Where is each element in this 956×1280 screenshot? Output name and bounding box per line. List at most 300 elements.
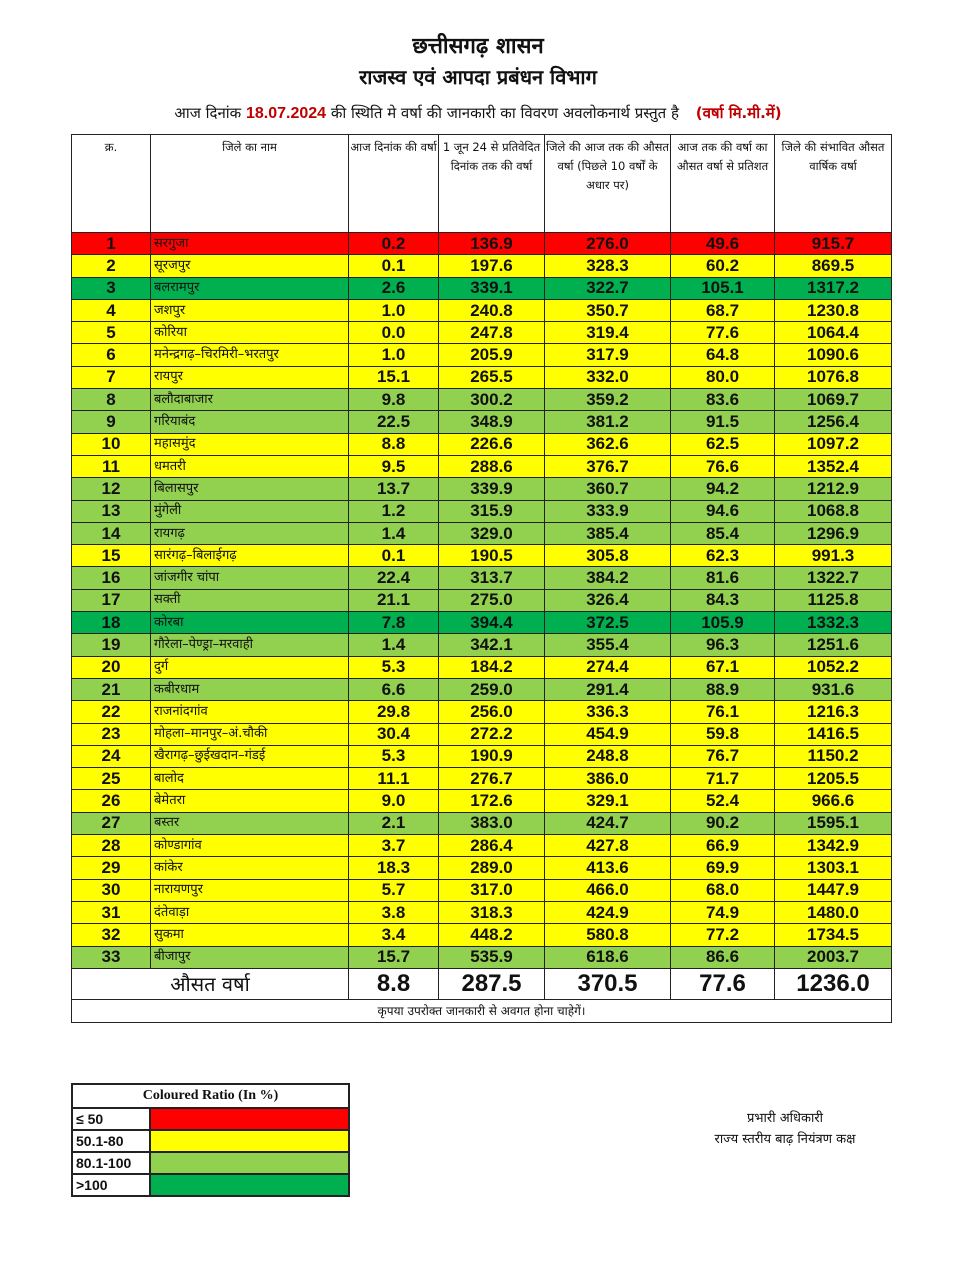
col-header-serial: क्र.	[72, 135, 151, 233]
today-rainfall-cell: 2.6	[349, 277, 439, 299]
today-rainfall-cell: 0.0	[349, 322, 439, 344]
table-row	[72, 433, 892, 455]
legend-swatch-yellow	[150, 1130, 349, 1152]
description-suffix: की स्थिति मे वर्षा की जानकारी का विवरण अवलोकनार्थ प्रस्तुत है	[330, 104, 679, 122]
since-june-rainfall-cell: 275.0	[439, 589, 545, 611]
average-row	[72, 968, 892, 999]
serial-cell: 10	[72, 433, 151, 455]
legend-item	[72, 1152, 349, 1174]
since-june-rainfall-cell: 226.6	[439, 433, 545, 455]
avg-to-date-cell: 332.0	[545, 366, 671, 388]
since-june-rainfall-cell: 205.9	[439, 344, 545, 366]
annual-avg-cell: 1068.8	[775, 500, 892, 522]
percent-cell: 64.8	[671, 344, 775, 366]
today-rainfall-cell: 22.5	[349, 411, 439, 433]
average-since-june: 287.5	[439, 968, 545, 999]
serial-cell: 7	[72, 366, 151, 388]
legend-swatch-red	[150, 1108, 349, 1130]
annual-avg-cell: 1052.2	[775, 656, 892, 678]
legend-title: Coloured Ratio (In %)	[72, 1084, 349, 1108]
average-percent: 77.6	[671, 968, 775, 999]
government-title: छत्तीसगढ़ शासन	[412, 34, 544, 59]
table-row	[72, 857, 892, 879]
annual-avg-cell: 2003.7	[775, 946, 892, 968]
annual-avg-cell: 1416.5	[775, 723, 892, 745]
avg-to-date-cell: 291.4	[545, 678, 671, 700]
avg-to-date-cell: 385.4	[545, 522, 671, 544]
district-name-cell: महासमुंद	[151, 433, 349, 455]
table-body	[72, 233, 892, 969]
annual-avg-cell: 1256.4	[775, 411, 892, 433]
annual-avg-cell: 1076.8	[775, 366, 892, 388]
since-june-rainfall-cell: 190.9	[439, 745, 545, 767]
col-header-district: जिले का नाम	[151, 135, 349, 233]
avg-to-date-cell: 326.4	[545, 589, 671, 611]
since-june-rainfall-cell: 276.7	[439, 768, 545, 790]
since-june-rainfall-cell: 184.2	[439, 656, 545, 678]
annual-avg-cell: 915.7	[775, 233, 892, 255]
serial-cell: 15	[72, 545, 151, 567]
annual-avg-cell: 1230.8	[775, 299, 892, 321]
today-rainfall-cell: 15.1	[349, 366, 439, 388]
col-header-avg-to-date: जिले की आज तक की औसत वर्षा (पिछले 10 वर्षों के अधार पर)	[545, 135, 671, 233]
district-name-cell: दुर्ग	[151, 656, 349, 678]
since-june-rainfall-cell: 190.5	[439, 545, 545, 567]
serial-cell: 1	[72, 233, 151, 255]
serial-cell: 30	[72, 879, 151, 901]
percent-cell: 66.9	[671, 835, 775, 857]
annual-avg-cell: 1303.1	[775, 857, 892, 879]
percent-cell: 105.1	[671, 277, 775, 299]
avg-to-date-cell: 381.2	[545, 411, 671, 433]
serial-cell: 22	[72, 701, 151, 723]
percent-cell: 94.6	[671, 500, 775, 522]
district-name-cell: खैरागढ़–छुईखदान–गंडई	[151, 745, 349, 767]
percent-cell: 83.6	[671, 389, 775, 411]
district-name-cell: कोरिया	[151, 322, 349, 344]
district-name-cell: कोण्डागांव	[151, 835, 349, 857]
table-row	[72, 589, 892, 611]
district-name-cell: बलरामपुर	[151, 277, 349, 299]
percent-cell: 62.3	[671, 545, 775, 567]
serial-cell: 13	[72, 500, 151, 522]
today-rainfall-cell: 0.2	[349, 233, 439, 255]
percent-cell: 60.2	[671, 255, 775, 277]
district-name-cell: बिलासपुर	[151, 478, 349, 500]
avg-to-date-cell: 384.2	[545, 567, 671, 589]
serial-cell: 23	[72, 723, 151, 745]
annual-avg-cell: 1150.2	[775, 745, 892, 767]
serial-cell: 26	[72, 790, 151, 812]
table-row	[72, 478, 892, 500]
legend-range: 80.1-100	[72, 1152, 150, 1174]
district-name-cell: रायगढ़	[151, 522, 349, 544]
serial-cell: 3	[72, 277, 151, 299]
signature-designation: प्रभारी अधिकारी	[746, 1111, 824, 1126]
avg-to-date-cell: 376.7	[545, 455, 671, 477]
since-june-rainfall-cell: 329.0	[439, 522, 545, 544]
percent-cell: 94.2	[671, 478, 775, 500]
today-rainfall-cell: 30.4	[349, 723, 439, 745]
annual-avg-cell: 1332.3	[775, 612, 892, 634]
annual-avg-cell: 1216.3	[775, 701, 892, 723]
serial-cell: 25	[72, 768, 151, 790]
table-header-row	[72, 135, 892, 233]
percent-cell: 69.9	[671, 857, 775, 879]
table-row	[72, 656, 892, 678]
avg-to-date-cell: 362.6	[545, 433, 671, 455]
table-row	[72, 389, 892, 411]
table-row	[72, 255, 892, 277]
district-name-cell: सक्ती	[151, 589, 349, 611]
serial-cell: 16	[72, 567, 151, 589]
district-name-cell: जांजगीर चांपा	[151, 567, 349, 589]
district-name-cell: दंतेवाड़ा	[151, 901, 349, 923]
since-june-rainfall-cell: 265.5	[439, 366, 545, 388]
table-row	[72, 522, 892, 544]
avg-to-date-cell: 322.7	[545, 277, 671, 299]
today-rainfall-cell: 1.4	[349, 634, 439, 656]
table-row	[72, 879, 892, 901]
avg-to-date-cell: 424.7	[545, 812, 671, 834]
district-name-cell: राजनांदगांव	[151, 701, 349, 723]
district-name-cell: जशपुर	[151, 299, 349, 321]
district-name-cell: बालोद	[151, 768, 349, 790]
table-row	[72, 322, 892, 344]
table-row	[72, 567, 892, 589]
legend-item	[72, 1174, 349, 1196]
table-row	[72, 277, 892, 299]
percent-cell: 81.6	[671, 567, 775, 589]
avg-to-date-cell: 454.9	[545, 723, 671, 745]
today-rainfall-cell: 0.1	[349, 255, 439, 277]
avg-to-date-cell: 413.6	[545, 857, 671, 879]
avg-to-date-cell: 350.7	[545, 299, 671, 321]
avg-to-date-cell: 618.6	[545, 946, 671, 968]
legend-item	[72, 1108, 349, 1130]
table-row	[72, 723, 892, 745]
since-june-rainfall-cell: 289.0	[439, 857, 545, 879]
district-name-cell: नारायणपुर	[151, 879, 349, 901]
today-rainfall-cell: 9.5	[349, 455, 439, 477]
serial-cell: 18	[72, 612, 151, 634]
col-header-annual: जिले की संभावित औसत वार्षिक वर्षा	[775, 135, 892, 233]
legend-range: 50.1-80	[72, 1130, 150, 1152]
percent-cell: 71.7	[671, 768, 775, 790]
percent-cell: 91.5	[671, 411, 775, 433]
today-rainfall-cell: 1.4	[349, 522, 439, 544]
avg-to-date-cell: 319.4	[545, 322, 671, 344]
average-label: औसत वर्षा	[72, 968, 349, 999]
district-name-cell: सूरजपुर	[151, 255, 349, 277]
annual-avg-cell: 1205.5	[775, 768, 892, 790]
percent-cell: 88.9	[671, 678, 775, 700]
signature-office: राज्य स्तरीय बाढ़ नियंत्रण कक्ष	[714, 1132, 856, 1147]
since-june-rainfall-cell: 136.9	[439, 233, 545, 255]
since-june-rainfall-cell: 394.4	[439, 612, 545, 634]
percent-cell: 68.0	[671, 879, 775, 901]
district-name-cell: धमतरी	[151, 455, 349, 477]
percent-cell: 67.1	[671, 656, 775, 678]
since-june-rainfall-cell: 259.0	[439, 678, 545, 700]
since-june-rainfall-cell: 313.7	[439, 567, 545, 589]
district-name-cell: बीजापुर	[151, 946, 349, 968]
since-june-rainfall-cell: 535.9	[439, 946, 545, 968]
department-title: राजस्व एवं आपदा प्रबंधन विभाग	[359, 65, 597, 89]
today-rainfall-cell: 1.2	[349, 500, 439, 522]
annual-avg-cell: 1125.8	[775, 589, 892, 611]
district-name-cell: गरियाबंद	[151, 411, 349, 433]
today-rainfall-cell: 13.7	[349, 478, 439, 500]
avg-to-date-cell: 276.0	[545, 233, 671, 255]
today-rainfall-cell: 3.4	[349, 924, 439, 946]
percent-cell: 52.4	[671, 790, 775, 812]
avg-to-date-cell: 336.3	[545, 701, 671, 723]
district-name-cell: सारंगढ़–बिलाईगढ़	[151, 545, 349, 567]
district-name-cell: कांकेर	[151, 857, 349, 879]
note-row	[72, 999, 892, 1022]
since-june-rainfall-cell: 339.1	[439, 277, 545, 299]
percent-cell: 68.7	[671, 299, 775, 321]
serial-cell: 33	[72, 946, 151, 968]
annual-avg-cell: 1069.7	[775, 389, 892, 411]
table-row	[72, 500, 892, 522]
since-june-rainfall-cell: 240.8	[439, 299, 545, 321]
avg-to-date-cell: 328.3	[545, 255, 671, 277]
since-june-rainfall-cell: 247.8	[439, 322, 545, 344]
today-rainfall-cell: 5.7	[349, 879, 439, 901]
description-prefix: आज दिनांक	[174, 104, 242, 122]
since-june-rainfall-cell: 342.1	[439, 634, 545, 656]
percent-cell: 74.9	[671, 901, 775, 923]
since-june-rainfall-cell: 286.4	[439, 835, 545, 857]
today-rainfall-cell: 6.6	[349, 678, 439, 700]
district-name-cell: सुकमा	[151, 924, 349, 946]
district-name-cell: मुंगेली	[151, 500, 349, 522]
serial-cell: 6	[72, 344, 151, 366]
percent-cell: 76.6	[671, 455, 775, 477]
unit-label: (वर्षा मि.मी.में)	[695, 104, 782, 122]
today-rainfall-cell: 1.0	[349, 299, 439, 321]
serial-cell: 28	[72, 835, 151, 857]
avg-to-date-cell: 427.8	[545, 835, 671, 857]
table-row	[72, 678, 892, 700]
today-rainfall-cell: 2.1	[349, 812, 439, 834]
average-today: 8.8	[349, 968, 439, 999]
color-legend	[71, 1083, 350, 1197]
percent-cell: 77.6	[671, 322, 775, 344]
avg-to-date-cell: 372.5	[545, 612, 671, 634]
annual-avg-cell: 1352.4	[775, 455, 892, 477]
percent-cell: 85.4	[671, 522, 775, 544]
avg-to-date-cell: 333.9	[545, 500, 671, 522]
serial-cell: 24	[72, 745, 151, 767]
annual-avg-cell: 1317.2	[775, 277, 892, 299]
table-row	[72, 411, 892, 433]
today-rainfall-cell: 21.1	[349, 589, 439, 611]
serial-cell: 2	[72, 255, 151, 277]
table-row	[72, 233, 892, 255]
since-june-rainfall-cell: 300.2	[439, 389, 545, 411]
avg-to-date-cell: 386.0	[545, 768, 671, 790]
annual-avg-cell: 1212.9	[775, 478, 892, 500]
table-row	[72, 768, 892, 790]
annual-avg-cell: 1064.4	[775, 322, 892, 344]
today-rainfall-cell: 3.7	[349, 835, 439, 857]
percent-cell: 77.2	[671, 924, 775, 946]
district-name-cell: बस्तर	[151, 812, 349, 834]
avg-to-date-cell: 317.9	[545, 344, 671, 366]
table-row	[72, 634, 892, 656]
annual-avg-cell: 869.5	[775, 255, 892, 277]
today-rainfall-cell: 15.7	[349, 946, 439, 968]
percent-cell: 84.3	[671, 589, 775, 611]
report-date: 18.07.2024	[245, 105, 327, 122]
percent-cell: 90.2	[671, 812, 775, 834]
avg-to-date-cell: 359.2	[545, 389, 671, 411]
avg-to-date-cell: 305.8	[545, 545, 671, 567]
district-name-cell: मोहला–मानपुर–अं.चौकी	[151, 723, 349, 745]
col-header-since-june: 1 जून 24 से प्रतिवेदित दिनांक तक की वर्षा	[439, 135, 545, 233]
report-description	[0, 103, 956, 123]
legend-swatch-dark-green	[150, 1174, 349, 1196]
since-june-rainfall-cell: 288.6	[439, 455, 545, 477]
today-rainfall-cell: 9.8	[349, 389, 439, 411]
percent-cell: 49.6	[671, 233, 775, 255]
avg-to-date-cell: 580.8	[545, 924, 671, 946]
legend-swatch-light-green	[150, 1152, 349, 1174]
table-row	[72, 924, 892, 946]
since-june-rainfall-cell: 339.9	[439, 478, 545, 500]
avg-to-date-cell: 274.4	[545, 656, 671, 678]
serial-cell: 14	[72, 522, 151, 544]
signature-block	[660, 1108, 910, 1150]
avg-to-date-cell: 466.0	[545, 879, 671, 901]
table-row	[72, 946, 892, 968]
col-header-today: आज दिनांक की वर्षा	[349, 135, 439, 233]
table-row	[72, 344, 892, 366]
average-avg-to-date: 370.5	[545, 968, 671, 999]
serial-cell: 9	[72, 411, 151, 433]
percent-cell: 76.7	[671, 745, 775, 767]
today-rainfall-cell: 8.8	[349, 433, 439, 455]
today-rainfall-cell: 1.0	[349, 344, 439, 366]
avg-to-date-cell: 329.1	[545, 790, 671, 812]
annual-avg-cell: 1090.6	[775, 344, 892, 366]
annual-avg-cell: 991.3	[775, 545, 892, 567]
table-row	[72, 612, 892, 634]
annual-avg-cell: 1296.9	[775, 522, 892, 544]
district-name-cell: कोरबा	[151, 612, 349, 634]
since-june-rainfall-cell: 448.2	[439, 924, 545, 946]
district-name-cell: रायपुर	[151, 366, 349, 388]
annual-avg-cell: 1097.2	[775, 433, 892, 455]
serial-cell: 20	[72, 656, 151, 678]
table-row	[72, 701, 892, 723]
avg-to-date-cell: 424.9	[545, 901, 671, 923]
district-name-cell: कबीरधाम	[151, 678, 349, 700]
today-rainfall-cell: 7.8	[349, 612, 439, 634]
serial-cell: 32	[72, 924, 151, 946]
since-june-rainfall-cell: 315.9	[439, 500, 545, 522]
annual-avg-cell: 1322.7	[775, 567, 892, 589]
note-text: कृपया उपरोक्त जानकारी से अवगत होना चाहेगें।	[72, 999, 892, 1022]
today-rainfall-cell: 0.1	[349, 545, 439, 567]
annual-avg-cell: 1251.6	[775, 634, 892, 656]
serial-cell: 5	[72, 322, 151, 344]
district-name-cell: गौरेला–पेण्ड्रा–मरवाही	[151, 634, 349, 656]
district-name-cell: मनेन्द्रगढ़–चिरमिरी–भरतपुर	[151, 344, 349, 366]
annual-avg-cell: 1595.1	[775, 812, 892, 834]
today-rainfall-cell: 29.8	[349, 701, 439, 723]
since-june-rainfall-cell: 272.2	[439, 723, 545, 745]
serial-cell: 11	[72, 455, 151, 477]
today-rainfall-cell: 11.1	[349, 768, 439, 790]
annual-avg-cell: 1342.9	[775, 835, 892, 857]
percent-cell: 86.6	[671, 946, 775, 968]
district-name-cell: बेमेतरा	[151, 790, 349, 812]
since-june-rainfall-cell: 317.0	[439, 879, 545, 901]
table-row	[72, 455, 892, 477]
col-header-percent: आज तक की वर्षा का औसत वर्षा से प्रतिशत	[671, 135, 775, 233]
serial-cell: 17	[72, 589, 151, 611]
percent-cell: 76.1	[671, 701, 775, 723]
since-june-rainfall-cell: 348.9	[439, 411, 545, 433]
avg-to-date-cell: 360.7	[545, 478, 671, 500]
percent-cell: 80.0	[671, 366, 775, 388]
percent-cell: 105.9	[671, 612, 775, 634]
annual-avg-cell: 1447.9	[775, 879, 892, 901]
since-june-rainfall-cell: 383.0	[439, 812, 545, 834]
percent-cell: 59.8	[671, 723, 775, 745]
annual-avg-cell: 1734.5	[775, 924, 892, 946]
since-june-rainfall-cell: 256.0	[439, 701, 545, 723]
rainfall-table	[71, 134, 892, 1023]
serial-cell: 19	[72, 634, 151, 656]
legend-range: ≤ 50	[72, 1108, 150, 1130]
today-rainfall-cell: 18.3	[349, 857, 439, 879]
today-rainfall-cell: 9.0	[349, 790, 439, 812]
since-june-rainfall-cell: 318.3	[439, 901, 545, 923]
today-rainfall-cell: 3.8	[349, 901, 439, 923]
table-row	[72, 790, 892, 812]
serial-cell: 4	[72, 299, 151, 321]
serial-cell: 29	[72, 857, 151, 879]
serial-cell: 27	[72, 812, 151, 834]
today-rainfall-cell: 22.4	[349, 567, 439, 589]
since-june-rainfall-cell: 172.6	[439, 790, 545, 812]
annual-avg-cell: 1480.0	[775, 901, 892, 923]
serial-cell: 21	[72, 678, 151, 700]
table-row	[72, 835, 892, 857]
table-row	[72, 299, 892, 321]
annual-avg-cell: 931.6	[775, 678, 892, 700]
district-name-cell: बलौदाबाजार	[151, 389, 349, 411]
percent-cell: 96.3	[671, 634, 775, 656]
serial-cell: 12	[72, 478, 151, 500]
table-row	[72, 366, 892, 388]
table-row	[72, 901, 892, 923]
annual-avg-cell: 966.6	[775, 790, 892, 812]
district-name-cell: सरगुजा	[151, 233, 349, 255]
since-june-rainfall-cell: 197.6	[439, 255, 545, 277]
avg-to-date-cell: 355.4	[545, 634, 671, 656]
legend-range: >100	[72, 1174, 150, 1196]
table-row	[72, 545, 892, 567]
table-row	[72, 745, 892, 767]
legend-item	[72, 1130, 349, 1152]
avg-to-date-cell: 248.8	[545, 745, 671, 767]
